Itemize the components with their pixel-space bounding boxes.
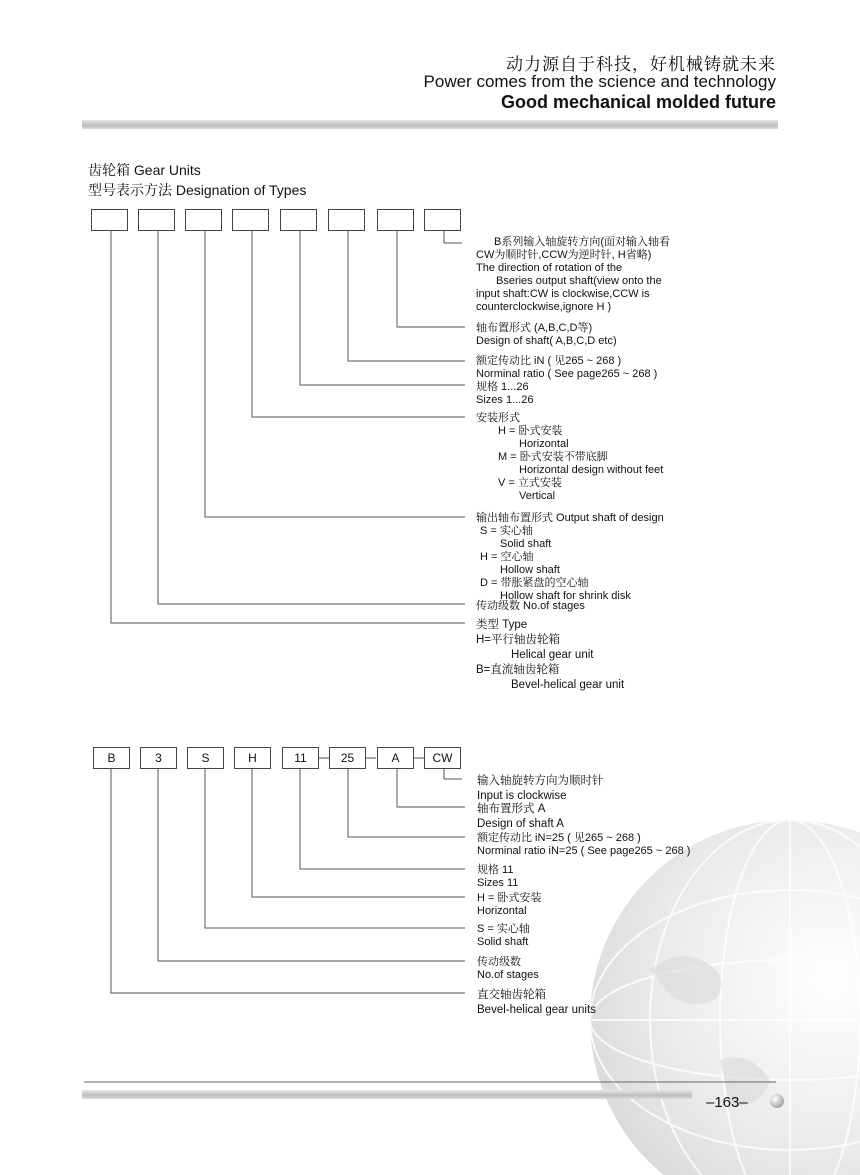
label-rotation: B系列输入轴旋转方向(面对输入轴看 CW为顺时针,CCW为逆时针, H省略) The direction of rotation of the Bseries output shaft(view onto the input shaft:CW is clockwise,CCW is counterclockwise,ignore H ) — [476, 236, 670, 313]
footer-rule-band — [82, 1090, 692, 1099]
label-shaft-design: 轴布置形式 (A,B,C,D等) Design of shaft( A,B,C,D etc) — [476, 322, 617, 347]
header-chinese-slogan: 动力源自于科技，好机械铸就未来 — [506, 55, 776, 74]
section-title-designation: 型号表示方法 Designation of Types — [88, 182, 307, 198]
page-number: –163– — [706, 1094, 748, 1111]
header-english-slogan: Power comes from the science and technology — [423, 72, 776, 91]
designation-box-shaft-design — [377, 209, 414, 231]
example-label-rotation: 输入轴旋转方向为顺时针 Input is clockwise — [477, 775, 604, 802]
example-label-shaft-design: 轴布置形式 A Design of shaft A — [477, 803, 564, 830]
example-label-stages: 传动级数 No.of stages — [477, 956, 539, 981]
example-box-ratio: 25 — [329, 747, 366, 769]
example-label-mounting: H = 卧式安装 Horizontal — [477, 892, 542, 917]
example-box-rotation: CW — [424, 747, 461, 769]
example-label-sizes: 规格 11 Sizes 11 — [477, 864, 519, 889]
designation-box-size — [280, 209, 317, 231]
designation-box-stages — [138, 209, 175, 231]
label-stages: 传动级数 No.of stages — [476, 600, 585, 612]
example-label-output-shaft: S = 实心轴 Solid shaft — [477, 923, 530, 948]
example-box-size: 11 — [282, 747, 319, 769]
designation-box-ratio — [328, 209, 365, 231]
label-sizes: 规格 1...26 Sizes 1...26 — [476, 381, 534, 406]
label-output-shaft: 输出轴布置形式 Output shaft of design S = 实心轴 Solid shaft H = 空心轴 Hollow shaft D = 带胀紧盘的空心轴 Hollow shaft for shrink disk — [476, 512, 664, 602]
example-box-stages: 3 — [140, 747, 177, 769]
header-english-tagline: Good mechanical molded future — [500, 92, 776, 112]
example-box-shaft-design: A — [377, 747, 414, 769]
example-label-type: 直交轴齿轮箱 Bevel-helical gear units — [477, 989, 596, 1016]
label-type: 类型 Type H=平行轴齿轮箱 Helical gear unit B=直流轴齿轮箱 Bevel-helical gear unit — [476, 619, 625, 691]
example-box-output-shaft: S — [187, 747, 224, 769]
example-box-type: B — [93, 747, 130, 769]
example-box-mounting: H — [234, 747, 271, 769]
designation-box-type — [91, 209, 128, 231]
designation-box-mounting — [232, 209, 269, 231]
example-label-ratio: 额定传动比 iN=25 ( 见265 ~ 268 ) Norminal ratio iN=25 ( See page265 ~ 268 ) — [477, 832, 691, 857]
page-dot-icon — [770, 1094, 784, 1108]
designation-box-output-shaft — [185, 209, 222, 231]
designation-box-rotation — [424, 209, 461, 231]
label-mounting: 安装形式 H = 卧式安装 Horizontal M = 卧式安装不带底脚 Horizontal design without feet V = 立式安装 Vertical — [476, 412, 664, 502]
label-ratio: 额定传动比 iN ( 见265 ~ 268 ) Norminal ratio ( See page265 ~ 268 ) — [476, 355, 658, 380]
section-title-gear-units: 齿轮箱 Gear Units — [88, 162, 201, 178]
